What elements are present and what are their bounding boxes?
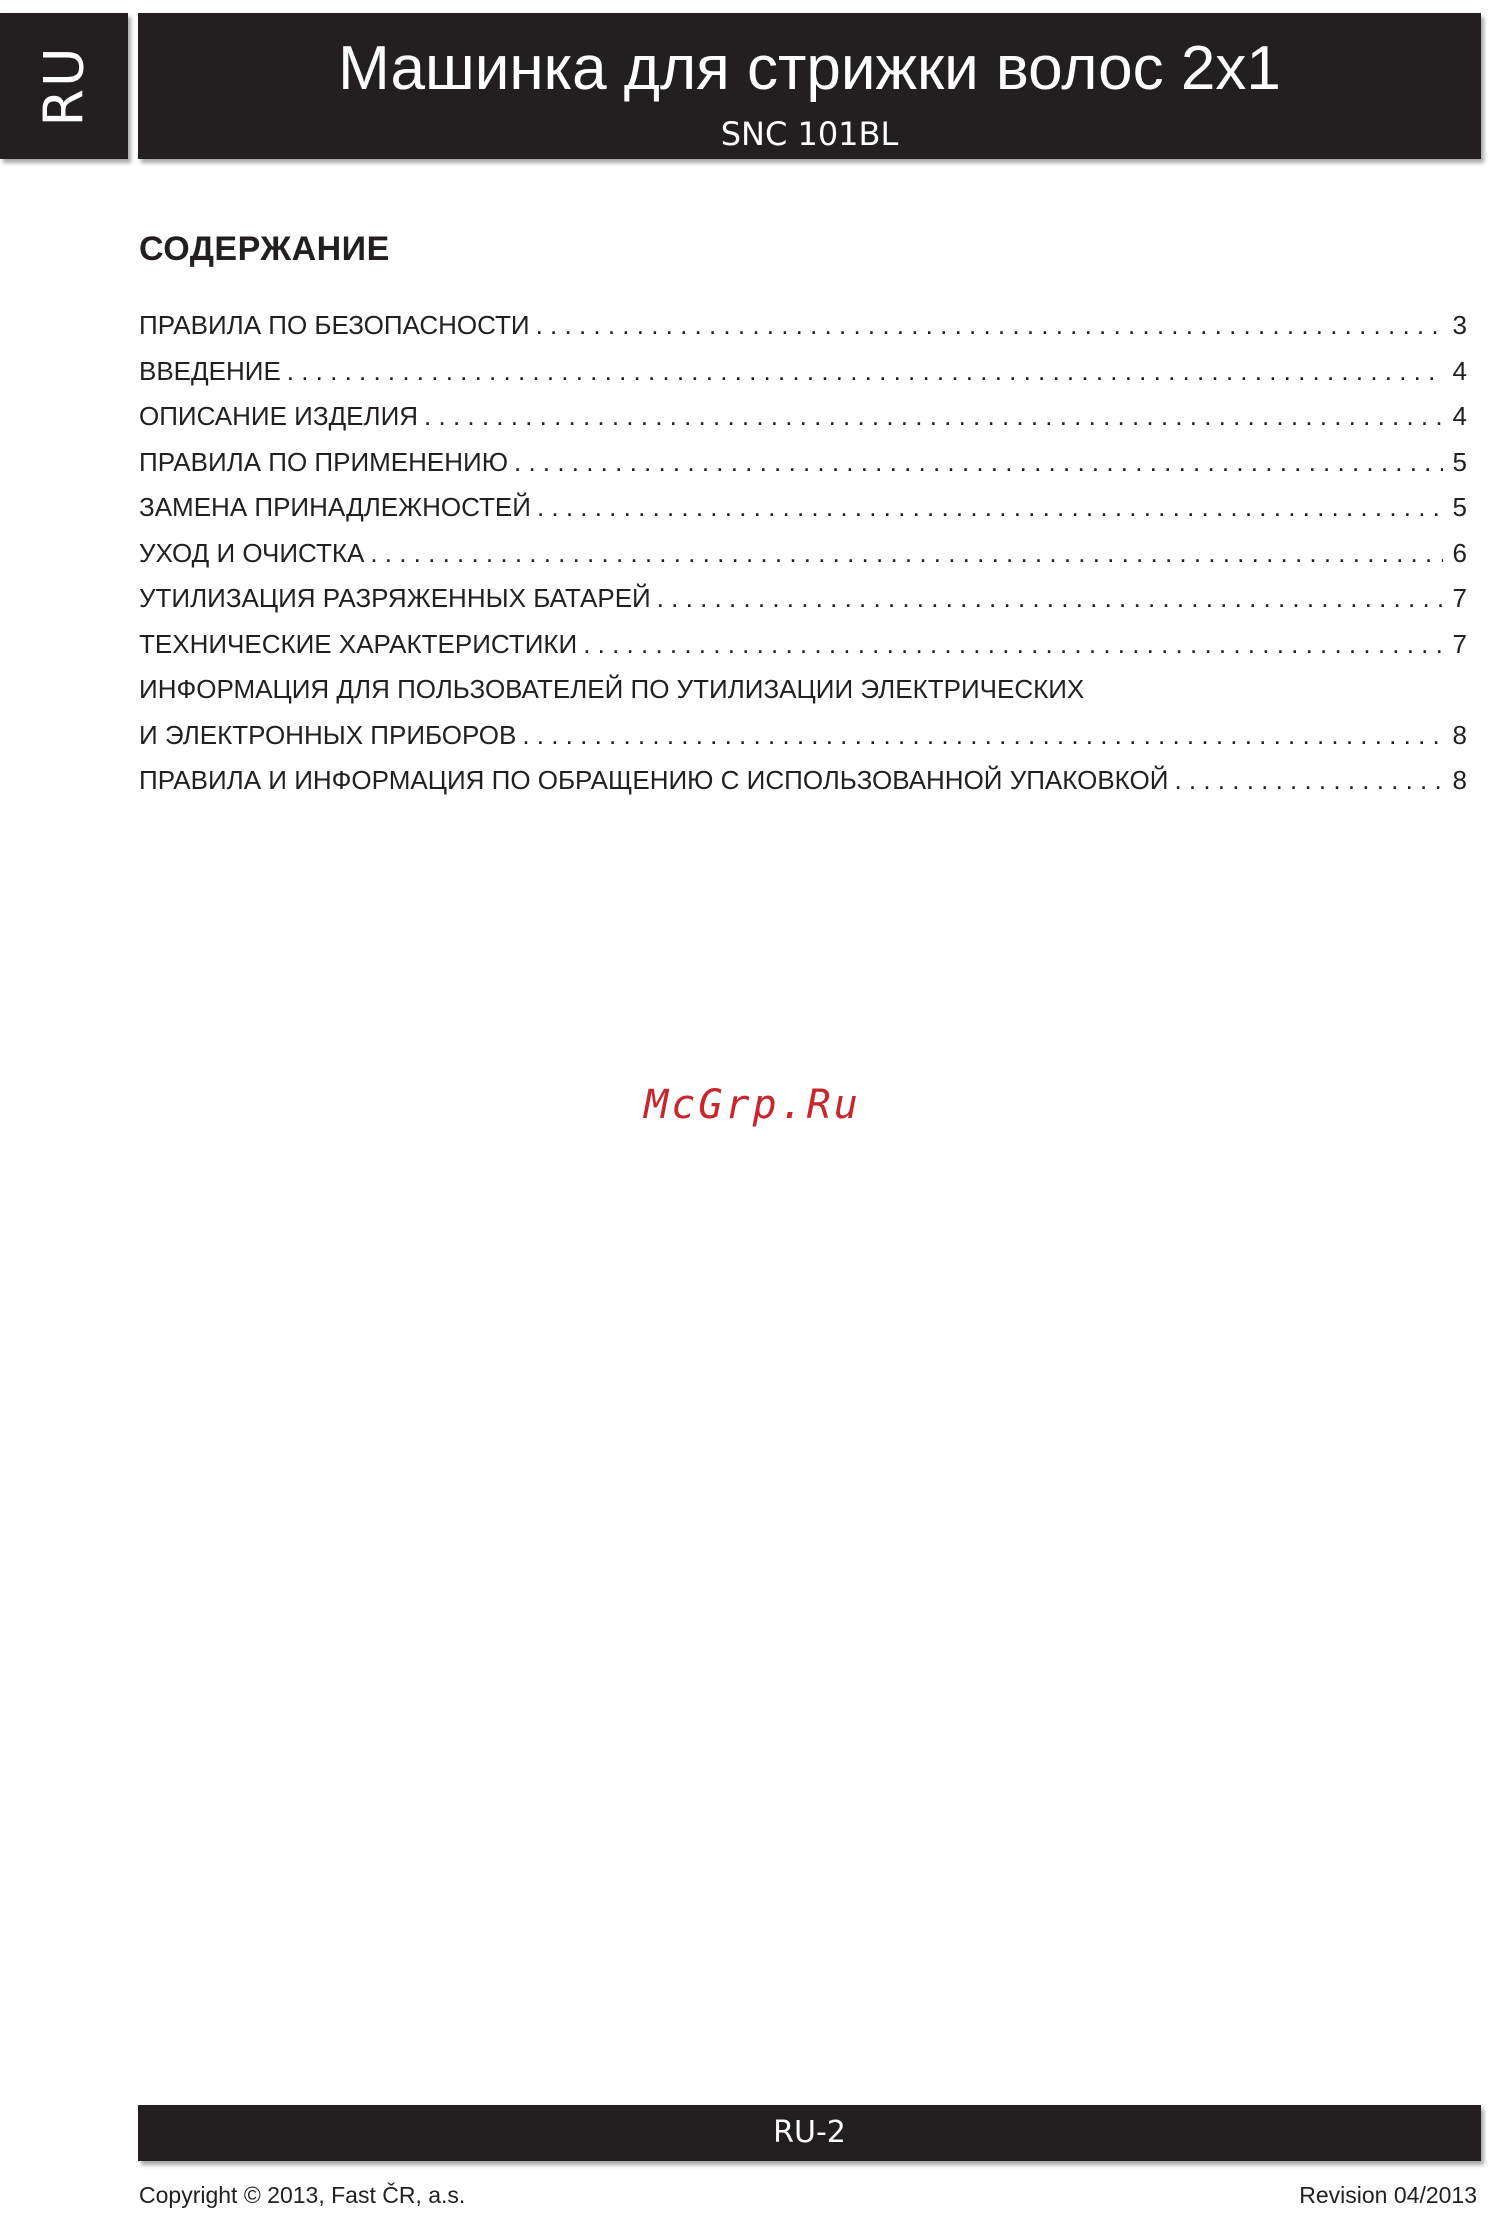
toc-item-usage[interactable]	[139, 440, 1467, 486]
toc-item-care-cleaning[interactable]	[139, 531, 1467, 577]
toc-item-specifications[interactable]	[139, 622, 1467, 668]
footer	[139, 2182, 1477, 2209]
toc-item-label: ВВЕДЕНИЕ	[139, 355, 281, 386]
toc-dot-leader	[424, 394, 1443, 440]
toc-item-page: 8	[1452, 765, 1467, 795]
toc-dot-leader	[537, 485, 1443, 531]
title-bar	[138, 13, 1481, 159]
model-number: SNC 101BL	[720, 115, 899, 153]
toc-dot-leader	[370, 531, 1443, 577]
toc-item-accessories[interactable]	[139, 485, 1467, 531]
toc-item-weee-info-cont[interactable]	[139, 713, 1467, 759]
language-tab	[0, 13, 128, 159]
toc-item-label: ЗАМЕНА ПРИНАДЛЕЖНОСТЕЙ	[139, 492, 531, 522]
toc-item-label: ТЕХНИЧЕСКИЕ ХАРАКТЕРИСТИКИ	[139, 628, 578, 659]
toc-item-page: 8	[1452, 719, 1467, 750]
page-number-bar	[138, 2105, 1481, 2161]
toc-item-page: 4	[1452, 355, 1467, 386]
toc-item-packaging[interactable]	[139, 758, 1467, 804]
toc-item-label: И ЭЛЕКТРОННЫХ ПРИБОРОВ	[139, 719, 517, 750]
toc-item-page: 3	[1452, 310, 1467, 340]
toc-dot-leader	[514, 440, 1443, 486]
toc-item-page: 7	[1452, 583, 1467, 613]
toc-dot-leader	[522, 713, 1443, 759]
page-number: RU-2	[773, 2115, 846, 2150]
toc-item-page: 4	[1452, 401, 1467, 431]
toc-item-label: ПРАВИЛА И ИНФОРМАЦИЯ ПО ОБРАЩЕНИЮ С ИСПОЛЬЗОВАННОЙ УПАКОВКОЙ	[139, 765, 1169, 795]
toc-item-label: УТИЛИЗАЦИЯ РАЗРЯЖЕННЫХ БАТАРЕЙ	[139, 583, 651, 613]
toc-heading: СОДЕРЖАНИЕ	[139, 230, 390, 268]
toc-item-weee-info[interactable]	[139, 667, 1467, 713]
toc-item-battery-disposal[interactable]	[139, 576, 1467, 622]
toc-item-safety[interactable]	[139, 303, 1467, 349]
copyright: Copyright © 2013, Fast ČR, a.s.	[139, 2182, 466, 2208]
toc-item-label: ИНФОРМАЦИЯ ДЛЯ ПОЛЬЗОВАТЕЛЕЙ ПО УТИЛИЗАЦИИ ЭЛЕКТРИЧЕСКИХ	[139, 674, 1085, 704]
toc-item-page: 7	[1452, 628, 1467, 659]
toc-dot-leader	[657, 576, 1443, 622]
watermark: McGrp.Ru	[644, 1082, 861, 1128]
toc-dot-leader	[1174, 758, 1443, 804]
document-title: Машинка для стрижки волос 2x1	[338, 34, 1281, 103]
toc-item-label: ПРАВИЛА ПО БЕЗОПАСНОСТИ	[139, 310, 530, 340]
revision: Revision 04/2013	[1299, 2182, 1477, 2208]
toc-item-label: ОПИСАНИЕ ИЗДЕЛИЯ	[139, 401, 419, 431]
toc-item-label: ПРАВИЛА ПО ПРИМЕНЕНИЮ	[139, 446, 508, 477]
toc-item-page: 5	[1452, 446, 1467, 477]
toc-item-label: УХОД И ОЧИСТКА	[139, 537, 365, 568]
toc-dot-leader	[287, 349, 1443, 395]
toc-item-product-description[interactable]	[139, 394, 1467, 440]
table-of-contents	[139, 303, 1467, 804]
toc-item-introduction[interactable]	[139, 349, 1467, 395]
toc-item-page: 6	[1452, 537, 1467, 568]
toc-item-page: 5	[1452, 492, 1467, 522]
toc-dot-leader	[536, 303, 1443, 349]
toc-dot-leader	[583, 622, 1443, 668]
language-code: RU	[32, 45, 96, 127]
